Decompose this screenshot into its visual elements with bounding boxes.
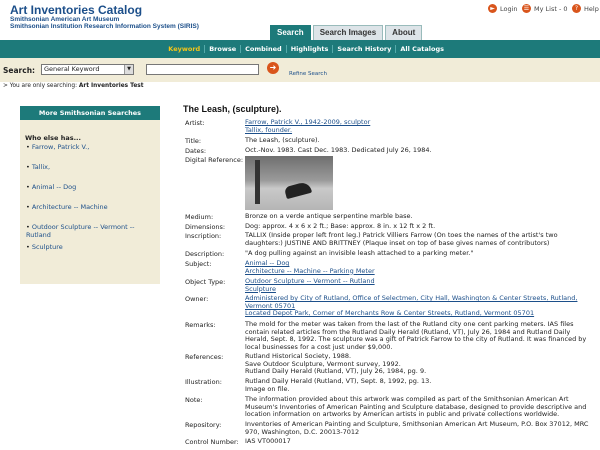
- label-owner: Owner:: [185, 295, 209, 303]
- label-dimensions: Dimensions:: [185, 223, 226, 231]
- value-dates: Oct.-Nov. 1983. Cast Dec. 1983. Dedicated July 26, 1984.: [245, 146, 432, 154]
- value-note: The information provided about this artwork was compiled as part of the Smithsonian American Art Museum's Inventories of American Painting and Sculpture database, designed to provide descriptive and location information on artworks by American artists in public and private collections worldwide.: [245, 395, 587, 419]
- search-go-button[interactable]: ➜: [267, 62, 279, 74]
- sidebar-item-tallix[interactable]: • Tallix,: [26, 163, 50, 171]
- sidebar-item-animal-dog[interactable]: • Animal -- Dog: [26, 183, 76, 191]
- object-type-link-sculpture[interactable]: Sculpture: [245, 284, 276, 293]
- more-searches-sidebar: [20, 106, 160, 284]
- parking-meter-shape: [255, 160, 260, 204]
- nav-keyword[interactable]: Keyword: [168, 45, 201, 53]
- label-artist: Artist:: [185, 119, 205, 127]
- catalog-title[interactable]: Art Inventories Catalog: [10, 3, 143, 17]
- reference-item: Rutland Daily Herald (Rutland, VT), July 26, 1984, pg. 9.: [245, 367, 427, 376]
- label-dates: Dates:: [185, 147, 207, 155]
- value-references: [245, 353, 595, 376]
- label-title: Title:: [185, 137, 202, 145]
- login-icon: ►: [488, 4, 497, 13]
- dog-shape: [284, 181, 312, 199]
- artist-link-tallix[interactable]: Tallix, founder.: [245, 125, 293, 134]
- search-label: Search:: [3, 66, 36, 75]
- reference-item: Save Outdoor Sculpture, Vermont survey, 1992.: [245, 359, 401, 368]
- help-icon: ?: [572, 4, 581, 13]
- main-tabs: [268, 25, 422, 40]
- object-type-link-outdoor[interactable]: Outdoor Sculpture -- Vermont -- Rutland: [245, 277, 375, 285]
- sidebar-item-sculpture[interactable]: • Sculpture: [26, 243, 63, 251]
- list-icon: ☰: [523, 5, 530, 12]
- label-inscription: Inscription:: [185, 232, 222, 240]
- label-medium: Medium:: [185, 213, 214, 221]
- header: [0, 0, 600, 42]
- breadcrumb: > You are only searching: Art Inventories Test: [3, 83, 144, 89]
- value-description: "A dog pulling against an invisible leash attached to a parking meter.": [245, 249, 474, 257]
- search-bar: [0, 58, 600, 82]
- label-object-type: Object Type:: [185, 278, 226, 286]
- label-digital-reference: Digital Reference:: [185, 156, 244, 164]
- value-medium: Bronze on a verde antique serpentine marble base.: [245, 212, 413, 220]
- sidebar-item-outdoor-sculpture[interactable]: • Outdoor Sculpture -- Vermont -- Rutland: [26, 223, 160, 239]
- owner-link-city[interactable]: Administered by City of Rutland, Office of Selectmen, City Hall, Washington & Center Streets, Rutland, Vermont 05701: [245, 294, 578, 310]
- nav-search-history[interactable]: Search History: [332, 45, 395, 53]
- subject-link-animal-dog[interactable]: Animal -- Dog: [245, 259, 290, 267]
- illustration-item: Rutland Daily Herald (Rutland, VT), Sept. 8, 1992, pg. 13.: [245, 377, 432, 385]
- label-illustration: Illustration:: [185, 378, 222, 386]
- artist-link-farrow[interactable]: Farrow, Patrick V., 1942-2009, sculptor: [245, 118, 371, 126]
- value-inscription: TALLIX (Inside proper left front leg.) Patrick Villiers Farrow (On toes the names of the artist's two daughters:) JUSTINE AND BRITTNEY (Plaque inset on top of base gives names of contributors): [245, 231, 558, 247]
- value-dimensions: Dog: approx. 4 x 6 x 2 ft.; Base: approx. 8 in. x 12 ft x 2 ft.: [245, 222, 436, 230]
- label-control-number: Control Number:: [185, 438, 239, 446]
- value-subject: [245, 260, 595, 275]
- tab-about[interactable]: About: [385, 25, 422, 40]
- museum-name: Smithsonian American Art Museum: [10, 16, 120, 23]
- illustration-item: Image on file.: [245, 384, 290, 393]
- search-type-value: General Keyword: [44, 65, 100, 73]
- label-repository: Repository:: [185, 421, 222, 429]
- search-input[interactable]: [146, 64, 259, 75]
- nav-highlights[interactable]: Highlights: [286, 45, 333, 53]
- sidebar-who-label: Who else has...: [25, 134, 81, 142]
- value-control-number: IAS VT000017: [245, 437, 291, 445]
- reference-item: Rutland Historical Society, 1988.: [245, 352, 352, 360]
- sidebar-item-farrow[interactable]: • Farrow, Patrick V.,: [26, 143, 89, 151]
- value-object-type: [245, 278, 595, 293]
- label-note: Note:: [185, 396, 203, 404]
- system-name: Smithsonian Institution Research Information System (SIRIS): [10, 23, 199, 30]
- value-artist: [245, 119, 595, 134]
- owner-link-depot-park[interactable]: Located Depot Park, Corner of Merchants Row & Center Streets, Rutland, Vermont 05701: [245, 309, 535, 318]
- tab-search-images[interactable]: Search Images: [313, 25, 383, 40]
- refine-search-link[interactable]: Refine Search: [289, 71, 327, 77]
- tab-search[interactable]: Search: [270, 25, 311, 40]
- value-remarks: The mold for the meter was taken from the last of the Rutland city one cent parking meters. IAS files contain related articles from the Rutland Daily Herald (Rutland, VT), July 26, 1984 and Rutland Daily Herald, Sept. 8, 1992. The sculpture was a gift of Patrick Farrow to the city of Rutland. It was financed by local businesses for a cost just under $9,000.: [245, 320, 587, 351]
- nav-combined[interactable]: Combined: [240, 45, 286, 53]
- value-repository: Inventories of American Painting and Sculpture, Smithsonian American Art Museum, P.O. Box 37012, MRC 970, Washington, D.C. 20013-7012: [245, 420, 589, 436]
- label-description: Description:: [185, 250, 225, 258]
- label-references: References:: [185, 353, 224, 361]
- login-link[interactable]: ► Login: [488, 4, 518, 13]
- nav-all-catalogs[interactable]: All Catalogs: [395, 45, 448, 53]
- subject-link-parking-meter[interactable]: Architecture -- Machine -- Parking Meter: [245, 266, 375, 275]
- search-scope: Art Inventories Test: [78, 83, 144, 89]
- label-remarks: Remarks:: [185, 321, 216, 329]
- label-subject: Subject:: [185, 260, 212, 268]
- record-title: The Leash, (sculpture).: [183, 104, 282, 114]
- search-mode-nav: [0, 40, 600, 58]
- value-illustration: [245, 378, 595, 393]
- value-owner: [245, 295, 595, 318]
- value-title: The Leash, (sculpture).: [245, 136, 320, 144]
- help-link[interactable]: ? Help: [572, 4, 599, 13]
- artwork-thumbnail[interactable]: [245, 156, 333, 210]
- my-list-link[interactable]: ☰ My List - 0: [523, 4, 568, 13]
- sidebar-item-architecture[interactable]: • Architecture -- Machine: [26, 203, 108, 211]
- nav-browse[interactable]: Browse: [204, 45, 240, 53]
- search-type-select[interactable]: [41, 64, 134, 75]
- sidebar-header: More Smithsonian Searches: [20, 106, 160, 120]
- dropdown-arrow-icon: ▼: [124, 65, 133, 74]
